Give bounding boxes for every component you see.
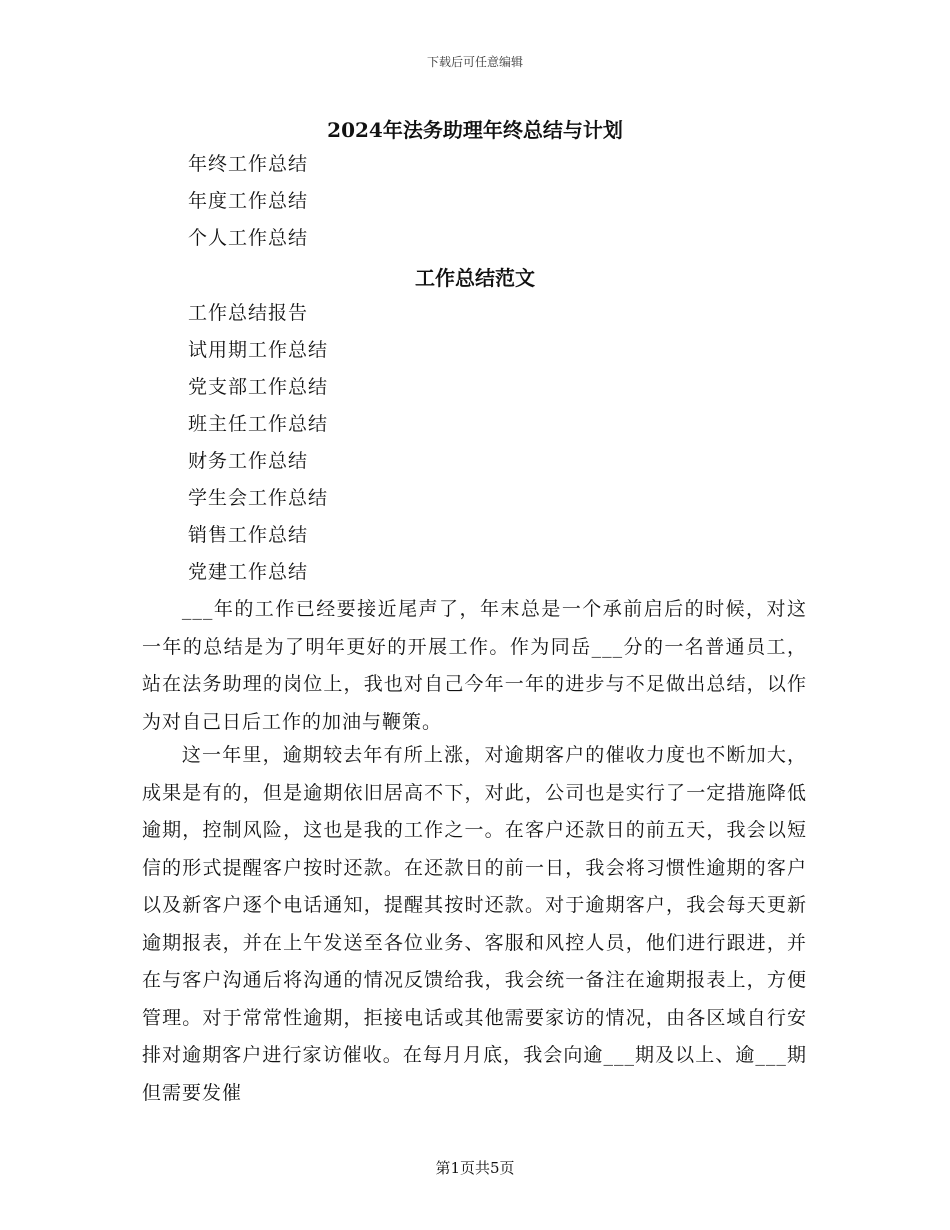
body-paragraph-1 xyxy=(142,591,807,741)
list-item: 工作总结报告 xyxy=(188,302,309,324)
list-item: 年度工作总结 xyxy=(188,190,309,212)
page-number: 第1页共5页 xyxy=(435,1159,515,1177)
list-item: 班主任工作总结 xyxy=(188,413,329,435)
list-item: 党建工作总结 xyxy=(188,561,309,583)
document-title: 2024年法务助理年终总结与计划 xyxy=(327,118,623,142)
paragraph-text: ___年的工作已经要接近尾声了，年末总是一个承前启后的时候，对这一年的总结是为了明年更好的开展工作。作为同岳___分的一名普通员工，站在法务助理的岗位上，我也对自己今年一年的进步与不足做出总结，以作为对自己日后工作的加油与鞭策。 xyxy=(142,598,807,733)
body-paragraph-2 xyxy=(142,737,807,1112)
list-item: 年终工作总结 xyxy=(188,153,309,175)
list-item: 试用期工作总结 xyxy=(188,339,329,361)
section-title: 工作总结范文 xyxy=(415,266,535,290)
summary-list-bottom xyxy=(188,295,328,591)
list-item: 销售工作总结 xyxy=(188,524,309,546)
list-item: 个人工作总结 xyxy=(188,227,309,249)
list-item: 党支部工作总结 xyxy=(188,376,329,398)
summary-list-top xyxy=(188,146,308,257)
list-item: 财务工作总结 xyxy=(188,450,309,472)
page-header-note: 下载后可任意编辑 xyxy=(426,55,523,69)
paragraph-text: 这一年里，逾期较去年有所上涨，对逾期客户的催收力度也不断加大，成果是有的，但是逾期依旧居高不下，对此，公司也是实行了一定措施降低逾期，控制风险，这也是我的工作之一。在客户还款日的前五天，我会以短信的形式提醒客户按时还款。在还款日的前一日，我会将习惯性逾期的客户以及新客户逐个电话通知，提醒其按时还款。对于逾期客户，我会每天更新逾期报表，并在上午发送至各位业务、客服和风控人员，他们进行跟进，并在与客户沟通后将沟通的情况反馈给我，我会统一备注在逾期报表上，方便管理。对于常常性逾期，拒接电话或其他需要家访的情况，由各区域自行安排对逾期客户进行家访催收。在每月月底，我会向逾___期及以上、逾___期但需要发催 xyxy=(142,744,807,1104)
list-item: 学生会工作总结 xyxy=(188,487,329,509)
